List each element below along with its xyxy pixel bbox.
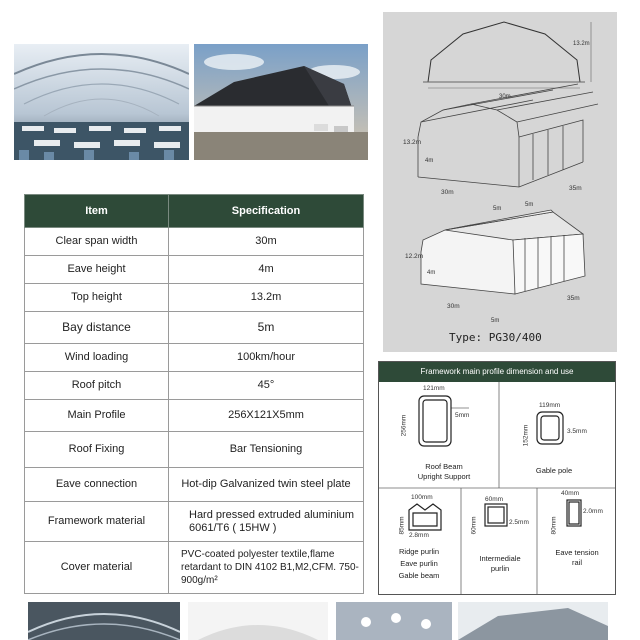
roof-beam-width: 121mm xyxy=(423,385,445,392)
row-item: Roof Fixing xyxy=(25,432,169,468)
ridge-purlin-thickness: 2.8mm xyxy=(409,532,429,539)
row-item: Main Profile xyxy=(25,400,169,432)
clad-eave-label: 4m xyxy=(427,270,436,276)
clad-span-label: 30m xyxy=(447,303,460,310)
clad-length-label: 35m xyxy=(567,295,580,302)
clad-bay-label: 5m xyxy=(491,318,500,324)
span-label: 30m xyxy=(499,94,511,100)
table-row xyxy=(25,372,364,400)
eave-tension-width: 40mm xyxy=(561,490,580,497)
clad-tent-drawing xyxy=(421,210,585,294)
table-row xyxy=(25,228,364,256)
frame-height-label: 13.2m xyxy=(403,139,422,146)
tent-type-label: Type: PG30/400 xyxy=(449,331,542,344)
row-item: Framework material xyxy=(25,502,169,542)
row-item: Wind loading xyxy=(25,344,169,372)
row-spec: 5m xyxy=(169,312,364,344)
profile-dimensions-panel xyxy=(378,361,616,595)
frame-span-label: 30m xyxy=(441,189,454,196)
table-header-row xyxy=(25,195,364,228)
bottom-photo-2 xyxy=(188,602,328,640)
frame-length-label: 35m xyxy=(569,185,582,192)
row-item: Eave connection xyxy=(25,468,169,502)
eave-tension-rail-profile-icon xyxy=(567,500,581,526)
frame-bay1-label: 5m xyxy=(493,206,502,212)
row-spec: 45° xyxy=(169,372,364,400)
table-row xyxy=(25,284,364,312)
bottom-photo-1 xyxy=(28,602,180,640)
table-row xyxy=(25,256,364,284)
table-row xyxy=(25,502,364,542)
frame-eave-label: 4m xyxy=(425,158,434,164)
gable-pole-profile-icon xyxy=(537,412,563,444)
row-item: Roof pitch xyxy=(25,372,169,400)
table-row xyxy=(25,542,364,594)
eave-tension-height: 80mm xyxy=(550,516,558,535)
clad-height-label: 12.2m xyxy=(405,253,424,260)
tent-drawings-panel xyxy=(383,12,617,352)
ridge-purlin-width: 100mm xyxy=(411,494,433,501)
row-spec: 256X121X5mm xyxy=(169,400,364,432)
intermediate-purlin-profile-icon xyxy=(485,504,507,526)
table-row xyxy=(25,312,364,344)
roof-beam-height: 256mm xyxy=(400,414,408,437)
row-item: Eave height xyxy=(25,256,169,284)
intermediate-purlin-width: 60mm xyxy=(485,496,504,503)
header-specification: Specification xyxy=(169,195,364,228)
spec-table xyxy=(24,194,364,594)
row-spec: 4m xyxy=(169,256,364,284)
gable-pole-height: 152mm xyxy=(522,424,530,447)
intermediate-purlin-thickness: 2.5mm xyxy=(509,519,529,526)
table-row xyxy=(25,468,364,502)
row-spec: 100km/hour xyxy=(169,344,364,372)
intermediate-purlin-height: 60mm xyxy=(470,516,478,535)
bottom-photo-4 xyxy=(458,602,608,640)
row-spec: Bar Tensioning xyxy=(169,432,364,468)
tent-interior-photo xyxy=(14,44,189,160)
frame-bay2-label: 5m xyxy=(525,202,534,208)
front-elevation-drawing xyxy=(423,22,591,88)
roof-beam-label: Roof Beam Upright Support xyxy=(417,462,471,481)
row-item: Clear span width xyxy=(25,228,169,256)
eave-tension-thickness: 2.0mm xyxy=(583,508,603,515)
row-spec: 30m xyxy=(169,228,364,256)
table-row xyxy=(25,432,364,468)
bottom-photo-3 xyxy=(336,602,452,640)
gable-pole-thickness: 3.5mm xyxy=(567,428,587,435)
roof-beam-thickness: 5mm xyxy=(455,412,470,419)
profiles-title: Framework main profile dimension and use xyxy=(379,362,615,382)
top-height-label: 13.2m xyxy=(573,41,590,47)
row-spec: PVC-coated polyester textile,flame retardant to DIN 4102 B1,M2,CFM. 750-900g/m² xyxy=(169,542,364,594)
header-item: Item xyxy=(25,195,169,228)
gable-pole-width: 119mm xyxy=(539,402,561,409)
ridge-purlin-label: Ridge purlin Eave purlin Gable beam xyxy=(398,547,440,580)
table-row xyxy=(25,344,364,372)
tent-exterior-photo xyxy=(194,44,368,160)
row-item: Bay distance xyxy=(25,312,169,344)
row-spec: Hard pressed extruded aluminium 6061/T6 ( 15HW ) xyxy=(169,502,364,542)
row-item: Top height xyxy=(25,284,169,312)
row-spec: Hot-dip Galvanized twin steel plate xyxy=(169,468,364,502)
row-item: Cover material xyxy=(25,542,169,594)
table-row xyxy=(25,400,364,432)
ridge-purlin-profile-icon xyxy=(409,504,441,530)
gable-pole-label: Gable pole xyxy=(535,466,573,475)
row-spec: 13.2m xyxy=(169,284,364,312)
roof-beam-profile-icon xyxy=(419,396,469,446)
eave-tension-label: Eave tension rail xyxy=(555,548,599,567)
intermediate-purlin-label: Intermediale purlin xyxy=(479,554,521,573)
ridge-purlin-height: 85mm xyxy=(398,516,406,535)
